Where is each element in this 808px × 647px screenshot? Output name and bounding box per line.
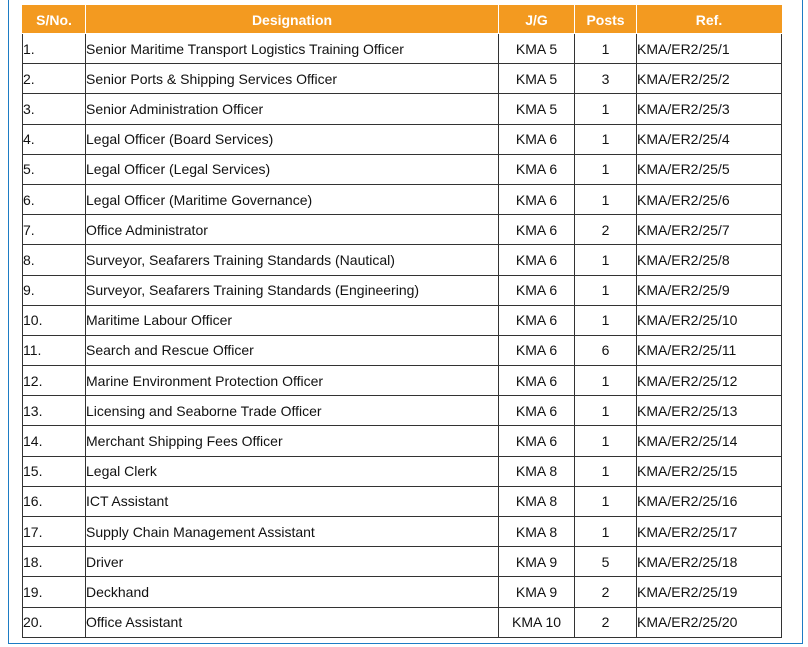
table-row [23,577,782,607]
table-row [23,396,782,426]
cell-ref: KMA/ER2/25/7 [637,215,782,245]
cell-ref: KMA/ER2/25/13 [637,396,782,426]
cell-job-group: KMA 6 [499,396,575,426]
cell-job-group: KMA 6 [499,245,575,275]
cell-sno: 8. [23,245,86,275]
cell-posts: 1 [575,124,637,154]
cell-sno: 17. [23,517,86,547]
cell-job-group: KMA 6 [499,426,575,456]
table-row [23,124,782,154]
cell-sno: 10. [23,305,86,335]
cell-sno: 6. [23,184,86,214]
header-row [23,6,782,34]
cell-sno: 20. [23,607,86,637]
cell-job-group: KMA 9 [499,577,575,607]
table-row [23,426,782,456]
cell-posts: 3 [575,64,637,94]
table-row [23,94,782,124]
table-row [23,366,782,396]
cell-posts: 1 [575,456,637,486]
table-row [23,154,782,184]
cell-posts: 2 [575,577,637,607]
cell-designation: Senior Ports & Shipping Services Officer [86,64,499,94]
table-row [23,215,782,245]
cell-job-group: KMA 6 [499,215,575,245]
cell-sno: 18. [23,547,86,577]
cell-designation: Maritime Labour Officer [86,305,499,335]
cell-job-group: KMA 8 [499,486,575,516]
cell-ref: KMA/ER2/25/3 [637,94,782,124]
cell-sno: 7. [23,215,86,245]
cell-designation: Supply Chain Management Assistant [86,517,499,547]
cell-designation: Legal Officer (Maritime Governance) [86,184,499,214]
cell-posts: 1 [575,245,637,275]
cell-ref: KMA/ER2/25/11 [637,335,782,365]
cell-sno: 3. [23,94,86,124]
cell-posts: 1 [575,396,637,426]
cell-designation: Surveyor, Seafarers Training Standards (Nautical) [86,245,499,275]
cell-designation: Office Assistant [86,607,499,637]
table-row [23,34,782,64]
cell-posts: 2 [575,215,637,245]
cell-sno: 2. [23,64,86,94]
cell-job-group: KMA 6 [499,124,575,154]
cell-posts: 2 [575,607,637,637]
table-row [23,275,782,305]
cell-sno: 19. [23,577,86,607]
cell-designation: Licensing and Seaborne Trade Officer [86,396,499,426]
cell-designation: Driver [86,547,499,577]
cell-ref: KMA/ER2/25/19 [637,577,782,607]
cell-posts: 1 [575,486,637,516]
cell-sno: 12. [23,366,86,396]
table-row [23,517,782,547]
cell-designation: ICT Assistant [86,486,499,516]
table-body [23,34,782,638]
cell-ref: KMA/ER2/25/2 [637,64,782,94]
cell-job-group: KMA 8 [499,456,575,486]
cell-job-group: KMA 6 [499,335,575,365]
cell-sno: 13. [23,396,86,426]
cell-designation: Search and Rescue Officer [86,335,499,365]
cell-ref: KMA/ER2/25/17 [637,517,782,547]
cell-posts: 1 [575,517,637,547]
cell-job-group: KMA 6 [499,184,575,214]
cell-posts: 1 [575,154,637,184]
cell-ref: KMA/ER2/25/20 [637,607,782,637]
cell-designation: Legal Officer (Board Services) [86,124,499,154]
cell-sno: 1. [23,34,86,64]
table-row [23,245,782,275]
cell-posts: 1 [575,34,637,64]
cell-posts: 1 [575,426,637,456]
cell-ref: KMA/ER2/25/6 [637,184,782,214]
cell-designation: Legal Clerk [86,456,499,486]
cell-posts: 1 [575,184,637,214]
cell-ref: KMA/ER2/25/10 [637,305,782,335]
table-row [23,607,782,637]
cell-posts: 1 [575,94,637,124]
header-designation: Designation [86,6,499,34]
table-row [23,184,782,214]
header-ref: Ref. [637,6,782,34]
cell-job-group: KMA 6 [499,275,575,305]
cell-designation: Marine Environment Protection Officer [86,366,499,396]
cell-sno: 4. [23,124,86,154]
cell-job-group: KMA 8 [499,517,575,547]
cell-posts: 1 [575,275,637,305]
cell-job-group: KMA 5 [499,94,575,124]
table-row [23,456,782,486]
cell-job-group: KMA 6 [499,366,575,396]
cell-designation: Deckhand [86,577,499,607]
cell-job-group: KMA 6 [499,154,575,184]
header-job-group: J/G [499,6,575,34]
vacancies-table [22,5,782,638]
cell-designation: Merchant Shipping Fees Officer [86,426,499,456]
cell-ref: KMA/ER2/25/5 [637,154,782,184]
cell-ref: KMA/ER2/25/15 [637,456,782,486]
cell-ref: KMA/ER2/25/8 [637,245,782,275]
table-row [23,305,782,335]
table-row [23,486,782,516]
cell-sno: 15. [23,456,86,486]
table-row [23,547,782,577]
cell-ref: KMA/ER2/25/9 [637,275,782,305]
cell-sno: 16. [23,486,86,516]
cell-ref: KMA/ER2/25/16 [637,486,782,516]
cell-designation: Surveyor, Seafarers Training Standards (Engineering) [86,275,499,305]
table-row [23,335,782,365]
cell-sno: 5. [23,154,86,184]
cell-ref: KMA/ER2/25/4 [637,124,782,154]
table-header [23,6,782,34]
cell-posts: 5 [575,547,637,577]
cell-designation: Senior Maritime Transport Logistics Training Officer [86,34,499,64]
cell-job-group: KMA 10 [499,607,575,637]
table-row [23,64,782,94]
cell-ref: KMA/ER2/25/1 [637,34,782,64]
cell-sno: 11. [23,335,86,365]
cell-posts: 1 [575,366,637,396]
cell-job-group: KMA 9 [499,547,575,577]
header-posts: Posts [575,6,637,34]
cell-sno: 14. [23,426,86,456]
cell-job-group: KMA 6 [499,305,575,335]
cell-designation: Legal Officer (Legal Services) [86,154,499,184]
cell-designation: Senior Administration Officer [86,94,499,124]
cell-ref: KMA/ER2/25/12 [637,366,782,396]
cell-sno: 9. [23,275,86,305]
cell-job-group: KMA 5 [499,34,575,64]
cell-ref: KMA/ER2/25/18 [637,547,782,577]
cell-posts: 1 [575,305,637,335]
cell-designation: Office Administrator [86,215,499,245]
cell-job-group: KMA 5 [499,64,575,94]
header-sno: S/No. [23,6,86,34]
cell-ref: KMA/ER2/25/14 [637,426,782,456]
cell-posts: 6 [575,335,637,365]
